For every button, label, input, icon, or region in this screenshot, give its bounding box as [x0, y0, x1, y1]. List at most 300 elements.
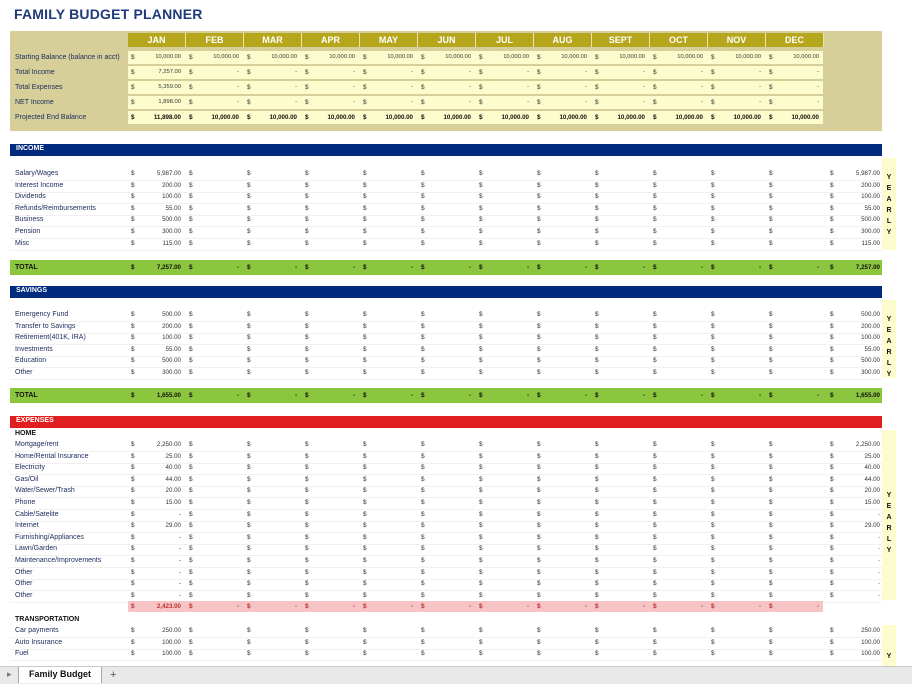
dollar-sign: $: [363, 99, 367, 106]
dollar-sign: $: [711, 522, 715, 530]
dollar-sign: $: [830, 441, 834, 448]
jan-cell[interactable]: -: [178, 545, 181, 553]
dollar-sign: $: [830, 392, 834, 399]
dollar-sign: $: [830, 334, 834, 342]
dollar-sign: $: [247, 464, 251, 472]
jan-cell[interactable]: 500.00: [162, 311, 181, 318]
summary-cell[interactable]: -: [295, 69, 297, 75]
summary-cell[interactable]: -: [237, 69, 239, 75]
summary-cell[interactable]: -: [353, 69, 355, 75]
home-total-cell: 2,423.00: [156, 603, 181, 610]
dollar-sign: $: [479, 650, 483, 658]
jan-cell[interactable]: 40.00: [165, 464, 181, 472]
summary-cell[interactable]: 1,898.00: [158, 99, 181, 105]
dollar-sign: $: [421, 264, 425, 271]
dollar-sign: $: [421, 499, 425, 506]
dollar-sign: $: [421, 170, 425, 177]
total-cell: -: [352, 264, 355, 271]
tab-scroll-arrow-icon[interactable]: ▸: [7, 669, 12, 679]
row-label: Education: [15, 357, 47, 365]
month-header-jan: JAN: [128, 33, 186, 47]
row-label: Internet: [15, 522, 39, 530]
summary-cell[interactable]: 10,000.00: [443, 114, 471, 121]
summary-cell[interactable]: 10,000.00: [445, 54, 471, 60]
summary-cell[interactable]: -: [817, 99, 819, 105]
dollar-sign: $: [189, 311, 193, 318]
dollar-sign: $: [421, 603, 425, 610]
summary-cell[interactable]: -: [527, 84, 529, 90]
summary-cell[interactable]: 10,000.00: [503, 54, 529, 60]
summary-cell[interactable]: 10,000.00: [327, 114, 355, 121]
dollar-sign: $: [305, 510, 309, 518]
summary-cell[interactable]: -: [701, 84, 703, 90]
dollar-sign: $: [537, 311, 541, 318]
dollar-sign: $: [247, 638, 251, 646]
dollar-sign: $: [247, 499, 251, 506]
summary-cell[interactable]: -: [353, 84, 355, 90]
yearly-column-label: [882, 625, 896, 666]
jan-cell[interactable]: 100.00: [162, 650, 181, 658]
row-label: Lawn/Garden: [15, 545, 58, 553]
summary-cell[interactable]: 10,000.00: [733, 114, 761, 121]
home-total-cell: -: [294, 603, 297, 610]
jan-cell[interactable]: 25.00: [165, 452, 181, 460]
jan-cell[interactable]: 100.00: [162, 193, 181, 201]
summary-cell[interactable]: 10,000.00: [735, 54, 761, 60]
summary-cell[interactable]: -: [759, 69, 761, 75]
dollar-sign: $: [653, 99, 657, 106]
jan-cell[interactable]: 55.00: [165, 204, 181, 212]
dollar-sign: $: [363, 499, 367, 506]
savings-band: [10, 286, 882, 298]
jan-cell[interactable]: 300.00: [162, 369, 181, 376]
dollar-sign: $: [479, 228, 483, 235]
dollar-sign: $: [653, 591, 657, 599]
dollar-sign: $: [711, 311, 715, 318]
summary-cell[interactable]: -: [527, 99, 529, 105]
dollar-sign: $: [189, 510, 193, 518]
dollar-sign: $: [537, 627, 541, 634]
jan-cell[interactable]: 200.00: [162, 181, 181, 189]
summary-cell[interactable]: 10,000.00: [501, 114, 529, 121]
dollar-sign: $: [711, 322, 715, 330]
yearly-cell: 500.00: [861, 357, 880, 365]
yearly-cell: 44.00: [864, 475, 880, 483]
total-cell: -: [584, 392, 587, 399]
dollar-sign: $: [653, 545, 657, 553]
jan-cell[interactable]: 15.00: [165, 499, 181, 506]
dollar-sign: $: [769, 603, 773, 610]
dollar-sign: $: [479, 545, 483, 553]
summary-cell[interactable]: -: [759, 84, 761, 90]
summary-cell[interactable]: -: [353, 99, 355, 105]
dollar-sign: $: [830, 264, 834, 271]
jan-cell[interactable]: -: [178, 568, 181, 576]
home-total-cell: -: [642, 603, 645, 610]
yearly-cell: 29.00: [864, 522, 880, 530]
dollar-sign: $: [421, 650, 425, 658]
dollar-sign: $: [653, 392, 657, 399]
jan-cell[interactable]: 500.00: [162, 216, 181, 224]
dollar-sign: $: [830, 533, 834, 541]
dollar-sign: $: [769, 638, 773, 646]
dollar-sign: $: [830, 487, 834, 495]
jan-cell[interactable]: -: [178, 580, 181, 588]
dollar-sign: $: [247, 239, 251, 247]
dollar-sign: $: [830, 345, 834, 353]
dollar-sign: $: [769, 181, 773, 189]
jan-cell[interactable]: 55.00: [165, 345, 181, 353]
jan-cell[interactable]: 300.00: [162, 228, 181, 235]
dollar-sign: $: [769, 239, 773, 247]
jan-cell[interactable]: 100.00: [162, 638, 181, 646]
dollar-sign: $: [363, 228, 367, 235]
dollar-sign: $: [537, 638, 541, 646]
dollar-sign: $: [305, 464, 309, 472]
summary-cell[interactable]: 10,000.00: [561, 54, 587, 60]
dollar-sign: $: [305, 580, 309, 588]
dollar-sign: $: [769, 499, 773, 506]
summary-cell[interactable]: -: [469, 69, 471, 75]
row-gridline: [10, 379, 882, 380]
dollar-sign: $: [189, 545, 193, 553]
dollar-sign: $: [421, 392, 425, 399]
dollar-sign: $: [711, 193, 715, 201]
summary-cell[interactable]: -: [527, 69, 529, 75]
yearly-letter: Y: [886, 547, 892, 554]
dollar-sign: $: [479, 193, 483, 201]
dollar-sign: $: [595, 99, 599, 106]
summary-cell[interactable]: -: [295, 84, 297, 90]
row-label: Other: [15, 591, 33, 599]
summary-cell[interactable]: 10,000.00: [329, 54, 355, 60]
dollar-sign: $: [363, 568, 367, 576]
dollar-sign: $: [537, 392, 541, 399]
summary-cell[interactable]: 10,000.00: [617, 114, 645, 121]
dollar-sign: $: [421, 452, 425, 460]
summary-cell[interactable]: 10,000.00: [559, 114, 587, 121]
yearly-letter: E: [886, 327, 892, 334]
dollar-sign: $: [653, 181, 657, 189]
summary-cell[interactable]: -: [817, 84, 819, 90]
total-label: TOTAL: [15, 392, 38, 399]
yearly-letter: L: [886, 360, 892, 367]
dollar-sign: $: [479, 452, 483, 460]
home-subheader: HOME: [15, 430, 36, 437]
summary-cell[interactable]: 7,257.00: [158, 69, 181, 75]
dollar-sign: $: [537, 452, 541, 460]
dollar-sign: $: [189, 69, 193, 76]
jan-cell[interactable]: 29.00: [165, 522, 181, 530]
jan-cell[interactable]: 100.00: [162, 334, 181, 342]
summary-cell[interactable]: -: [411, 69, 413, 75]
dollar-sign: $: [247, 345, 251, 353]
summary-cell[interactable]: 10,000.00: [211, 114, 239, 121]
row-label: Furnishing/Appliances: [15, 533, 84, 541]
dollar-sign: $: [131, 311, 135, 318]
total-cell: -: [352, 392, 355, 399]
summary-cell[interactable]: -: [469, 99, 471, 105]
add-sheet-button[interactable]: +: [110, 669, 117, 681]
home-total-cell: -: [816, 603, 819, 610]
summary-cell[interactable]: 10,000.00: [271, 54, 297, 60]
summary-cell[interactable]: -: [759, 99, 761, 105]
summary-row-label: Starting Balance (balance in acct): [15, 54, 120, 61]
dollar-sign: $: [363, 311, 367, 318]
dollar-sign: $: [595, 603, 599, 610]
dollar-sign: $: [305, 533, 309, 541]
dollar-sign: $: [131, 392, 135, 399]
dollar-sign: $: [189, 322, 193, 330]
jan-cell[interactable]: 200.00: [162, 322, 181, 330]
dollar-sign: $: [305, 475, 309, 483]
row-label: Pension: [15, 228, 41, 235]
dollar-sign: $: [247, 334, 251, 342]
dollar-sign: $: [653, 603, 657, 610]
dollar-sign: $: [363, 264, 367, 271]
dollar-sign: $: [711, 334, 715, 342]
row-label: Phone: [15, 499, 36, 506]
yearly-column-label: [882, 300, 896, 378]
summary-cell[interactable]: -: [585, 69, 587, 75]
income-band-title: INCOME: [16, 145, 44, 152]
dollar-sign: $: [421, 522, 425, 530]
dollar-sign: $: [189, 369, 193, 376]
jan-cell[interactable]: 250.00: [162, 627, 181, 634]
dollar-sign: $: [537, 204, 541, 212]
dollar-sign: $: [595, 533, 599, 541]
dollar-sign: $: [189, 334, 193, 342]
summary-cell[interactable]: 11,898.00: [153, 114, 181, 121]
dollar-sign: $: [189, 452, 193, 460]
dollar-sign: $: [711, 181, 715, 189]
jan-cell[interactable]: 5,987.00: [156, 170, 181, 177]
dollar-sign: $: [595, 650, 599, 658]
jan-cell[interactable]: -: [178, 591, 181, 599]
summary-cell[interactable]: 10,000.00: [387, 54, 413, 60]
dollar-sign: $: [769, 357, 773, 365]
summary-cell[interactable]: -: [237, 84, 239, 90]
dollar-sign: $: [421, 591, 425, 599]
dollar-sign: $: [769, 228, 773, 235]
dollar-sign: $: [305, 334, 309, 342]
row-label: Business: [15, 216, 44, 224]
dollar-sign: $: [711, 345, 715, 353]
dollar-sign: $: [711, 114, 715, 121]
dollar-sign: $: [711, 54, 715, 61]
dollar-sign: $: [247, 99, 251, 106]
summary-cell[interactable]: -: [701, 69, 703, 75]
dollar-sign: $: [189, 557, 193, 564]
dollar-sign: $: [131, 452, 135, 460]
dollar-sign: $: [595, 522, 599, 530]
summary-row-label: NET Income: [15, 99, 54, 106]
month-header-jul: JUL: [476, 33, 534, 47]
dollar-sign: $: [131, 170, 135, 177]
summary-cell[interactable]: -: [817, 69, 819, 75]
page-title: FAMILY BUDGET PLANNER: [14, 6, 203, 22]
expenses-band-title: EXPENSES: [16, 417, 54, 424]
summary-cell[interactable]: 10,000.00: [677, 54, 703, 60]
summary-cell[interactable]: 10,000.00: [791, 114, 819, 121]
summary-cell[interactable]: 10,000.00: [793, 54, 819, 60]
dollar-sign: $: [247, 114, 251, 121]
dollar-sign: $: [479, 441, 483, 448]
jan-cell[interactable]: 115.00: [162, 239, 181, 247]
dollar-sign: $: [653, 499, 657, 506]
dollar-sign: $: [653, 557, 657, 564]
dollar-sign: $: [421, 487, 425, 495]
dollar-sign: $: [711, 510, 715, 518]
total-yearly-cell: 7,257.00: [855, 264, 880, 271]
dollar-sign: $: [711, 650, 715, 658]
dollar-sign: $: [653, 84, 657, 91]
jan-cell[interactable]: -: [178, 533, 181, 541]
month-header-oct: OCT: [650, 33, 708, 47]
dollar-sign: $: [830, 557, 834, 564]
yearly-column-label: [882, 430, 896, 600]
jan-cell[interactable]: 44.00: [165, 475, 181, 483]
summary-cell[interactable]: -: [643, 69, 645, 75]
row-label: Emergency Fund: [15, 311, 69, 318]
row-gridline: [10, 250, 882, 251]
dollar-sign: $: [830, 464, 834, 472]
summary-cell[interactable]: -: [701, 99, 703, 105]
dollar-sign: $: [247, 580, 251, 588]
dollar-sign: $: [189, 228, 193, 235]
jan-cell[interactable]: -: [178, 510, 181, 518]
dollar-sign: $: [305, 441, 309, 448]
dollar-sign: $: [305, 650, 309, 658]
jan-cell[interactable]: -: [178, 557, 181, 564]
total-cell: -: [700, 392, 703, 399]
dollar-sign: $: [595, 392, 599, 399]
dollar-sign: $: [479, 204, 483, 212]
row-gridline: [10, 660, 882, 661]
dollar-sign: $: [479, 170, 483, 177]
summary-cell[interactable]: -: [295, 99, 297, 105]
jan-cell[interactable]: 2,250.00: [156, 441, 181, 448]
jan-cell[interactable]: 500.00: [162, 357, 181, 365]
dollar-sign: $: [769, 54, 773, 61]
dollar-sign: $: [595, 264, 599, 271]
dollar-sign: $: [305, 568, 309, 576]
dollar-sign: $: [595, 216, 599, 224]
dollar-sign: $: [363, 84, 367, 91]
dollar-sign: $: [653, 311, 657, 318]
home-total-cell: -: [700, 603, 703, 610]
summary-cell[interactable]: -: [411, 84, 413, 90]
dollar-sign: $: [189, 441, 193, 448]
dollar-sign: $: [131, 591, 135, 599]
dollar-sign: $: [363, 69, 367, 76]
dollar-sign: $: [131, 441, 135, 448]
dollar-sign: $: [830, 369, 834, 376]
total-cell: -: [758, 392, 761, 399]
summary-cell[interactable]: 10,000.00: [155, 54, 181, 60]
yearly-letter: E: [886, 185, 892, 192]
dollar-sign: $: [711, 464, 715, 472]
dollar-sign: $: [131, 464, 135, 472]
summary-cell[interactable]: 10,000.00: [213, 54, 239, 60]
tab-family-budget[interactable]: Family Budget: [18, 667, 102, 683]
dollar-sign: $: [830, 510, 834, 518]
summary-cell[interactable]: -: [643, 99, 645, 105]
home-total-cell: -: [758, 603, 761, 610]
dollar-sign: $: [363, 54, 367, 61]
dollar-sign: $: [595, 568, 599, 576]
total-cell: -: [584, 264, 587, 271]
yearly-letter: Y: [886, 371, 892, 378]
summary-cell[interactable]: -: [469, 84, 471, 90]
dollar-sign: $: [537, 114, 541, 121]
dollar-sign: $: [189, 627, 193, 634]
dollar-sign: $: [711, 568, 715, 576]
dollar-sign: $: [769, 204, 773, 212]
total-cell: -: [410, 392, 413, 399]
dollar-sign: $: [189, 239, 193, 247]
summary-cell[interactable]: -: [585, 84, 587, 90]
summary-cell[interactable]: 10,000.00: [269, 114, 297, 121]
dollar-sign: $: [479, 464, 483, 472]
dollar-sign: $: [711, 487, 715, 495]
dollar-sign: $: [830, 638, 834, 646]
yearly-cell: -: [877, 545, 880, 553]
dollar-sign: $: [305, 264, 309, 271]
total-cell: -: [294, 392, 297, 399]
dollar-sign: $: [479, 487, 483, 495]
dollar-sign: $: [363, 322, 367, 330]
summary-cell[interactable]: 10,000.00: [619, 54, 645, 60]
jan-cell[interactable]: 20.00: [165, 487, 181, 495]
dollar-sign: $: [131, 84, 135, 91]
row-label: Investments: [15, 345, 53, 353]
dollar-sign: $: [363, 204, 367, 212]
summary-cell[interactable]: -: [411, 99, 413, 105]
month-header-jun: JUN: [418, 33, 476, 47]
summary-cell[interactable]: 10,000.00: [675, 114, 703, 121]
row-label: Home/Rental Insurance: [15, 452, 89, 460]
dollar-sign: $: [653, 522, 657, 530]
summary-cell[interactable]: 5,359.00: [158, 84, 181, 90]
dollar-sign: $: [189, 568, 193, 576]
dollar-sign: $: [537, 580, 541, 588]
total-cell: -: [816, 392, 819, 399]
home-total-cell: -: [410, 603, 413, 610]
dollar-sign: $: [305, 228, 309, 235]
dollar-sign: $: [305, 181, 309, 189]
dollar-sign: $: [653, 69, 657, 76]
dollar-sign: $: [830, 522, 834, 530]
dollar-sign: $: [131, 627, 135, 634]
dollar-sign: $: [305, 627, 309, 634]
dollar-sign: $: [421, 357, 425, 365]
summary-cell[interactable]: -: [585, 99, 587, 105]
dollar-sign: $: [479, 216, 483, 224]
dollar-sign: $: [479, 591, 483, 599]
yearly-letter: E: [886, 503, 892, 510]
yearly-cell: 500.00: [861, 311, 880, 318]
dollar-sign: $: [305, 311, 309, 318]
dollar-sign: $: [479, 627, 483, 634]
dollar-sign: $: [131, 322, 135, 330]
dollar-sign: $: [711, 580, 715, 588]
summary-cell[interactable]: 10,000.00: [385, 114, 413, 121]
summary-cell[interactable]: -: [237, 99, 239, 105]
dollar-sign: $: [595, 487, 599, 495]
summary-cell[interactable]: -: [643, 84, 645, 90]
yearly-cell: 500.00: [861, 216, 880, 224]
